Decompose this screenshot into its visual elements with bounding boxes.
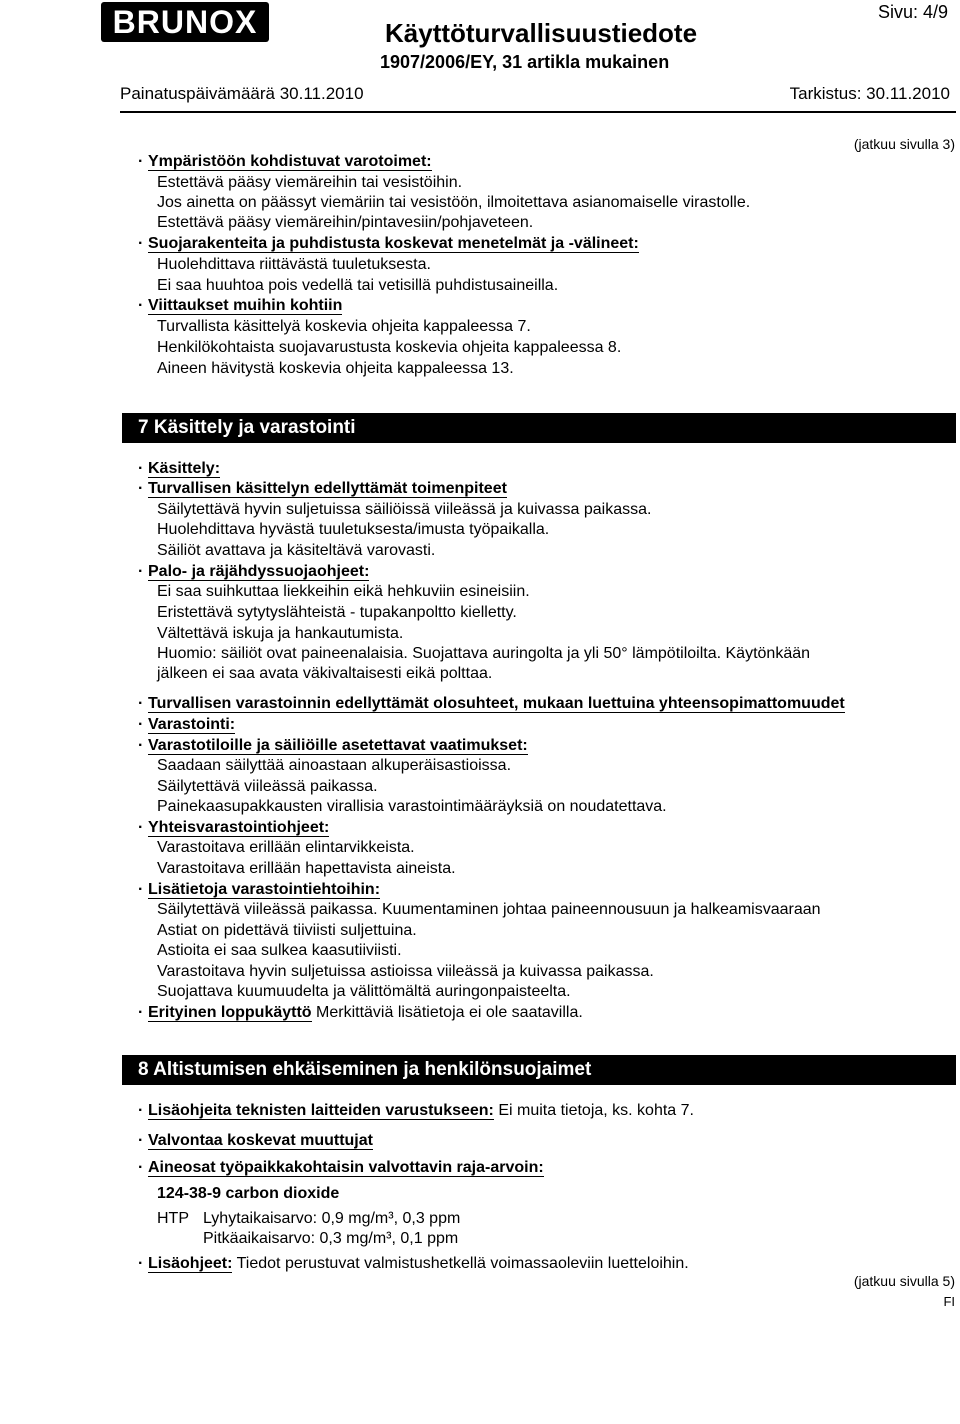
s7-joint-heading: · Yhteisvarastointiohjeet: — [138, 819, 330, 836]
s7-req-1: Saadaan säilyttää ainoastaan alkuperäisastioissa. — [157, 757, 512, 774]
s7-joint-2: Varastoitava erillään hapettavista aineista. — [157, 860, 456, 877]
s6-ref-heading: · Viittaukset muihin kohtiin — [138, 297, 343, 314]
continued-from: (jatkuu sivulla 3) — [853, 136, 955, 152]
section-8-title: 8 Altistumisen ehkäiseminen ja henkilönsuojaimet — [122, 1055, 956, 1085]
s6-clean-2: Ei saa huuhtoa pois vedellä tai vetisillä puhdistusaineilla. — [157, 277, 559, 294]
s6-env-2: Jos ainetta on päässyt viemäriin tai vesistöön, ilmoitettava asianomaiselle virastolle. — [157, 194, 751, 211]
s8-control-heading: · Valvontaa koskevat muuttujat — [138, 1132, 373, 1149]
s6-env-heading: · Ympäristöön kohdistuvat varotoimet: — [138, 153, 432, 170]
s7-safe-3: Säiliöt avattava ja käsiteltävä varovasti. — [157, 542, 436, 559]
s7-storage-conditions: · Turvallisen varastoinnin edellyttämät olosuhteet, mukaan luettuina yhteensopimattomuudet — [138, 695, 845, 712]
s7-safe-2: Huolehdittava hyvästä tuuletuksesta/imusta työpaikalla. — [157, 521, 550, 538]
s7-fire-4: Huomio: säiliöt ovat paineenalaisia. Suojattava auringolta ja yli 50° lämpötiloilta. Käytönkään — [157, 645, 811, 662]
s7-more-4: Varastoitava hyvin suljetuissa astioissa viileässä ja kuivassa paikassa. — [157, 963, 654, 980]
brand-logo — [101, 2, 269, 42]
s7-req-3: Painekaasupakkausten virallisia varastointimääräyksiä on noudatettava. — [157, 798, 667, 815]
header-divider — [120, 111, 956, 113]
s7-more-3: Astioita ei saa sulkea kaasutiiviisti. — [157, 942, 402, 959]
s6-clean-heading: · Suojarakenteita ja puhdistusta koskevat menetelmät ja -välineet: — [138, 235, 639, 252]
s7-safe-heading: · Turvallisen käsittelyn edellyttämät toimenpiteet — [138, 480, 507, 497]
s8-limit-heading: · Aineosat työpaikkakohtaisin valvottavin raja-arvoin: — [138, 1159, 544, 1176]
s7-req-2: Säilytettävä viileässä paikassa. — [157, 778, 378, 795]
s8-additional: · Lisäohjeet: Tiedot perustuvat valmistushetkellä voimassaoleviin luetteloihin. — [138, 1255, 689, 1272]
s7-joint-1: Varastoitava erillään elintarvikkeista. — [157, 839, 415, 856]
s7-req-heading: · Varastotiloille ja säiliöille asetettavat vaatimukset: — [138, 737, 528, 754]
s7-fire-1: Ei saa suihkuttaa liekkeihin eikä hehkuviin esineisiin. — [157, 583, 530, 600]
s7-fire-5: jälkeen ei saa avata väkivaltaisesti eikä polttaa. — [157, 665, 493, 682]
s6-ref-2: Henkilökohtaista suojavarustusta koskevia ohjeita kappaleessa 8. — [157, 339, 622, 356]
language-code: FI — [943, 1294, 955, 1309]
s7-handling: · Käsittely: — [138, 460, 221, 477]
s7-more-heading: · Lisätietoja varastointiehtoihin: — [138, 881, 381, 898]
document-subtitle: 1907/2006/EY, 31 artikla mukainen — [380, 52, 670, 72]
s8-htp-label: HTP — [157, 1210, 189, 1227]
review-date: Tarkistus: 30.11.2010 — [789, 84, 950, 103]
s7-more-1: Säilytettävä viileässä paikassa. Kuumentaminen johtaa paineennousuun ja halkeamisvaaraan — [157, 901, 821, 918]
s7-fire-3: Vältettävä iskuja ja hankautumista. — [157, 625, 404, 642]
logo-text: BRUNOX — [112, 4, 258, 40]
s7-more-5: Suojattava kuumuudelta ja välittömältä auringonpaisteelta. — [157, 983, 571, 1000]
s6-ref-3: Aineen hävitystä koskevia ohjeita kappaleessa 13. — [157, 360, 514, 377]
s8-substance: 124-38-9 carbon dioxide — [157, 1185, 340, 1202]
s6-ref-1: Turvallista käsittelyä koskevia ohjeita kappaleessa 7. — [157, 318, 531, 335]
print-date: Painatuspäivämäärä 30.11.2010 — [120, 84, 364, 103]
s8-tech: · Lisäohjeita teknisten laitteiden varustukseen: Ei muita tietoja, ks. kohta 7. — [138, 1102, 694, 1119]
s7-end-use: · Erityinen loppukäyttö Merkittäviä lisätietoja ei ole saatavilla. — [138, 1004, 583, 1021]
section-7-title: 7 Käsittely ja varastointi — [122, 413, 956, 443]
document-header — [0, 0, 960, 110]
page-number: Sivu: 4/9 — [877, 2, 948, 22]
s6-env-3: Estettävä pääsy viemäreihin/pintavesiin/pohjaveteen. — [157, 214, 534, 231]
s7-fire-2: Eristettävä sytytyslähteistä - tupakanpoltto kielletty. — [157, 604, 517, 621]
continued-to: (jatkuu sivulla 5) — [853, 1273, 955, 1289]
s8-htp-long: Pitkäaikaisarvo: 0,3 mg/m³, 0,1 ppm — [203, 1230, 459, 1247]
s7-more-2: Astiat on pidettävä tiiviisti suljettuina. — [157, 922, 417, 939]
s8-htp-short: Lyhytaikaisarvo: 0,9 mg/m³, 0,3 ppm — [203, 1210, 461, 1227]
s7-safe-1: Säilytettävä hyvin suljetuissa säiliöissä viileässä ja kuivassa paikassa. — [157, 501, 652, 518]
s6-clean-1: Huolehdittava riittävästä tuuletuksesta. — [157, 256, 431, 273]
s7-storage: · Varastointi: — [138, 716, 236, 733]
s6-env-1: Estettävä pääsy viemäreihin tai vesistöihin. — [157, 174, 463, 191]
document-title: Käyttöturvallisuustiedote — [385, 18, 698, 48]
s7-fire-heading: · Palo- ja räjähdyssuojaohjeet: — [138, 563, 370, 580]
